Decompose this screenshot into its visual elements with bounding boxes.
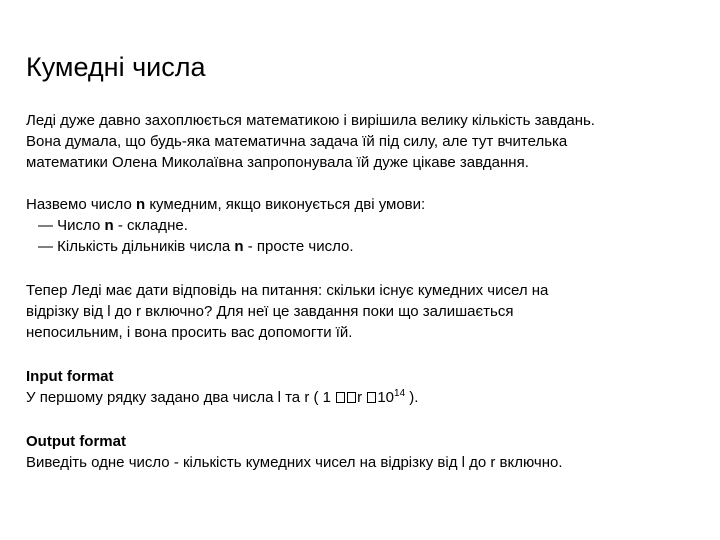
task-line-2: відрізку від l до r включно? Для неї це завдання поки що залишається <box>26 303 514 320</box>
task-paragraph <box>26 280 706 343</box>
output-format-text: Виведіть одне число - кількість кумедних чисел на відрізку від l до r включно. <box>26 454 563 471</box>
intro-line-3: математики Олена Миколаївна запропонувала їй дуже цікаве завдання. <box>26 154 529 171</box>
condition-2-variable: n <box>234 238 244 255</box>
definition-line <box>26 194 706 215</box>
input-format-heading: Input format <box>26 368 114 385</box>
definition-text-post: кумедним, якщо виконується дві умови: <box>145 196 426 213</box>
task-line-1: Тепер Леді має дати відповідь на питання: скільки існує кумедних чисел на <box>26 282 549 299</box>
condition-1-post: - складне. <box>113 217 188 234</box>
definition-text-pre: Назвемо число <box>26 196 136 213</box>
intro-line-1: Леді дуже давно захоплюється математикою і вирішила велику кількість завдань. <box>26 112 595 129</box>
input-format-base: 10 <box>377 389 395 406</box>
condition-2-post: - просте число. <box>243 238 354 255</box>
condition-2 <box>26 236 706 257</box>
missing-glyph-icon <box>347 392 356 403</box>
input-format-text-mid: r <box>357 389 367 406</box>
input-format-text <box>26 387 706 408</box>
intro-paragraph <box>26 110 706 173</box>
definition-paragraph <box>26 194 706 257</box>
condition-1 <box>26 215 706 236</box>
input-format-text-post: ). <box>405 389 419 406</box>
input-format-section <box>26 366 706 408</box>
condition-2-pre: — Кількість дільників числа <box>38 238 235 255</box>
output-format-section <box>26 431 706 473</box>
output-format-heading: Output format <box>26 433 126 450</box>
page-title: Кумедні числа <box>26 52 206 82</box>
condition-1-pre: — Число <box>38 217 105 234</box>
missing-glyph-icon <box>367 392 376 403</box>
task-line-3: непосильним, і вона просить вас допомогти їй. <box>26 324 353 341</box>
input-format-exponent: 14 <box>394 388 406 399</box>
missing-glyph-icon <box>336 392 345 403</box>
intro-line-2: Вона думала, що будь-яка математична задача їй під силу, але тут вчителька <box>26 133 568 150</box>
condition-1-variable: n <box>104 217 114 234</box>
definition-variable: n <box>135 196 146 213</box>
input-format-text-pre: У першому рядку задано два числа l та r ( 1 <box>26 389 336 406</box>
